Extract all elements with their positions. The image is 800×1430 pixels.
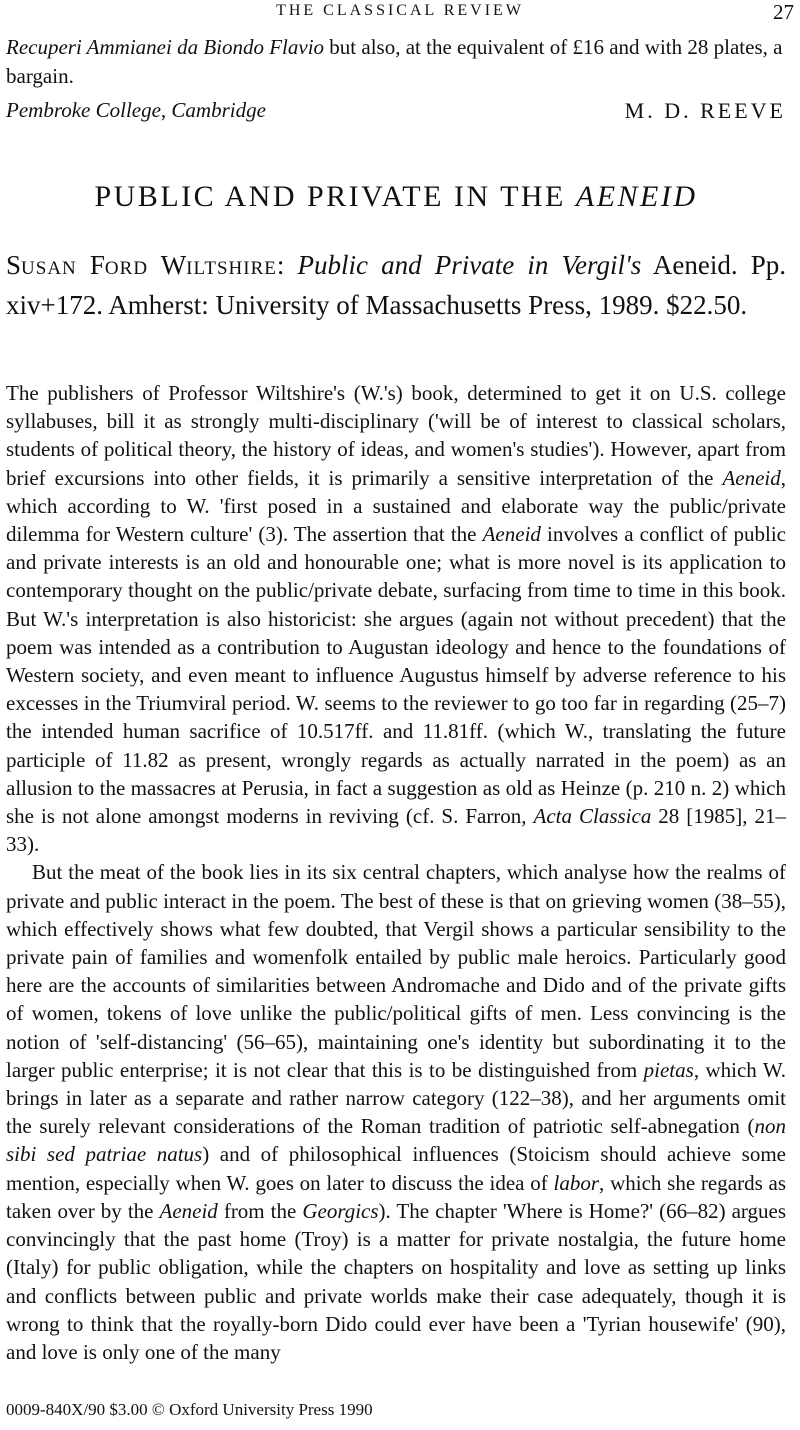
reviewer-signature [6, 98, 786, 128]
author-initial: S [6, 250, 22, 280]
page-number: 27 [773, 0, 794, 24]
journal-name: THE CLASSICAL REVIEW [276, 2, 524, 19]
book-title-roman: Aeneid. [652, 250, 738, 280]
paragraph-2: But the meat of the book lies in its six central chapters, which analyse how the realms of private and public interact in the poem. The best of these is that on grieving women (38–55), which effectively shows what few doubted, that Vergil shows a particular sensibility to the private pain of families and womenfolk entailed by public male heroics. Particularly good here are the accounts of similarities between Andromache and Dido and of the private gifts of women, tokens of love unlike the public/political gifts of men. Less convincing is the notion of 'self-distancing' (56–65), maintaining one's identity but subordinating it to the larger public enterprise; it is not clear that this is to be distinguished from pietas, which W. brings in later as a separate and rather narrow category (122–38), and her arguments omit the surely relevant considerations of the Roman tradition of patriotic self-abnegation (non sibi sed patriae natus) and of philosophical influences (Stoicism should achieve some mention, especially when W. goes on later to discuss the idea of labor, which she regards as taken over by the Aeneid from the Georgics). The chapter 'Where is Home?' (66–82) argues convincingly that the past home (Troy) is a matter for private nostalgia, the future home (Italy) for public obligation, while the chapters on hospitality and love as setting up links and conflicts between public and private worlds make their case adequately, though it is wrong to think that the royally-born Dido could ever have been a 'Tyrian housewife' (90), and love is only one of the many [6, 860, 787, 1364]
review-body [6, 379, 786, 1366]
author-colon: : [276, 250, 285, 280]
author-smallcaps: ILTSHIRE [186, 258, 277, 279]
paragraph-1: The publishers of Professor Wiltshire's (W.'s) book, determined to get it on U.S. college syllabuses, bill it as strongly multi-disciplinary ('will be of interest to classical scholars, students of political theory, the history of ideas, and women's studies'). However, apart from brief excursions into other fields, it is primarily a sensitive interpretation of the Aeneid, which according to W. 'first posed in a sustained and elaborate way the public/private dilemma for Western culture' (3). The assertion that the Aeneid involves a conflict of public and private interests is an old and honourable one; what is more novel is its application to contemporary thought on the public/private debate, surfacing from time to time in this book. But W.'s interpretation is also historicist: she argues (again not without precedent) that the poem was intended as a contribution to Augustan ideology and hence to the foundations of Western society, and even meant to influence Augustus himself by adverse reference to his excesses in the Triumviral period. W. seems to the reviewer to go too far in regarding (25–7) the intended human sacrifice of 10.517ff. and 11.81ff. (which W., translating the future participle of 11.82 as present, wrongly regards as actually narrated in the poem) as an allusion to the massacres at Perusia, in fact a suggestion as old as Heinze (p. 210 n. 2) which she is not alone amongst moderns in reviving (cf. S. Farron, Acta Classica 28 [1985], 21–33). [6, 381, 786, 857]
author-smallcaps: ORD [104, 258, 149, 279]
signature-place: Pembroke College, Cambridge [6, 98, 266, 122]
review-title [6, 180, 786, 214]
bibliographic-heading [6, 247, 786, 323]
author-initial: W [160, 250, 187, 280]
title-italic: AENEID [575, 180, 698, 213]
publication-details: Pp. xiv+172. Amherst: University of Massachusetts Press, 1989. $22.50. [6, 250, 786, 320]
title-roman: PUBLIC AND PRIVATE IN THE [94, 180, 576, 213]
signature-name: M. D. REEVE [624, 98, 786, 123]
italic-title: Recuperi Ammianei da Biondo Flavio [6, 35, 325, 59]
previous-review-ending [6, 33, 786, 91]
carry-text: but also, at the equivalent of £16 and with 28 plates, a bargain. [6, 35, 783, 88]
running-head [0, 0, 800, 24]
author-smallcaps: USAN [21, 258, 77, 279]
book-title-italic: Public and Private in Vergil's [297, 250, 642, 280]
copyright-footer: 0009-840X/90 $3.00 © Oxford University Press 1990 [6, 1400, 373, 1419]
author-initial: F [89, 250, 105, 280]
